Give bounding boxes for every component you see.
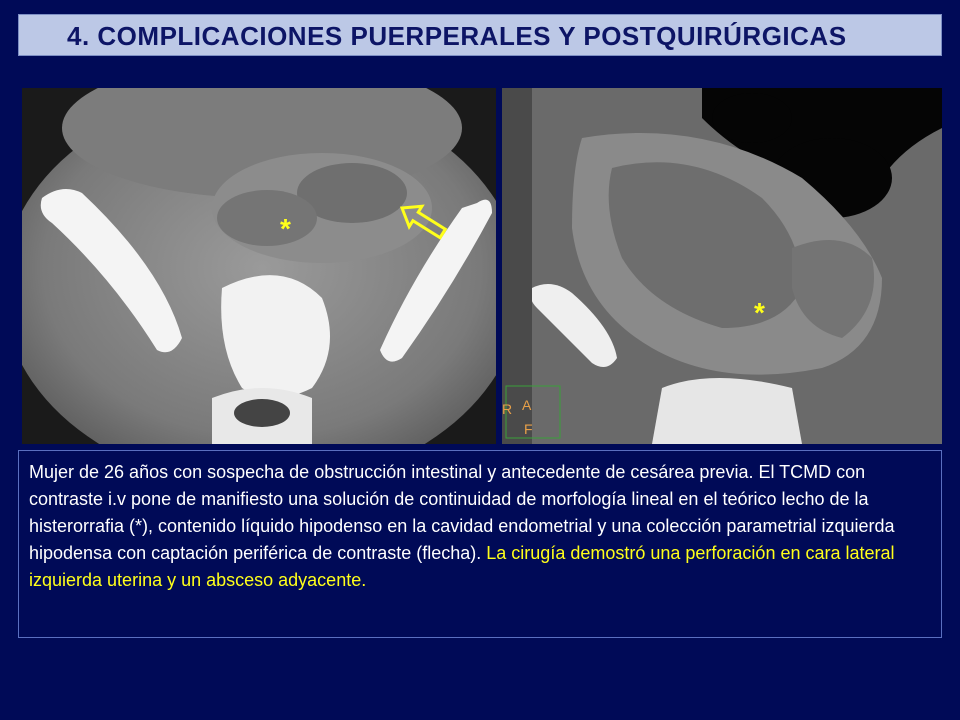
orientation-label-a: A [522, 397, 532, 413]
title-bar [18, 14, 942, 56]
asterisk-marker-left: * [280, 213, 291, 244]
orientation-label-f: F [524, 421, 533, 437]
ct-coronal-image [502, 88, 942, 444]
caption-text [29, 459, 931, 594]
caption-surgery-result: La cirugía demostró una perforación en cara lateral izquierda uterina y un absceso adyacente. [29, 543, 895, 590]
caption-box [18, 450, 942, 638]
slide-title: 4. COMPLICACIONES PUERPERALES Y POSTQUIRÚRGICAS [67, 21, 847, 51]
caption-findings: Mujer de 26 años con sospecha de obstrucción intestinal y antecedente de cesárea previa. El TCMD con contraste i.v pone de manifiesto una solución de continuidad de morfología lineal en el teórico lecho de la histerorrafia (*), contenido líquido hipodenso en la cavidad endometrial y una colección parametrial izquierda hipodensa con captación periférica de contraste (flecha). [29, 462, 895, 563]
asterisk-marker-right: * [754, 297, 765, 328]
orientation-label-r: R [502, 401, 513, 417]
ct-axial-image [22, 88, 496, 444]
